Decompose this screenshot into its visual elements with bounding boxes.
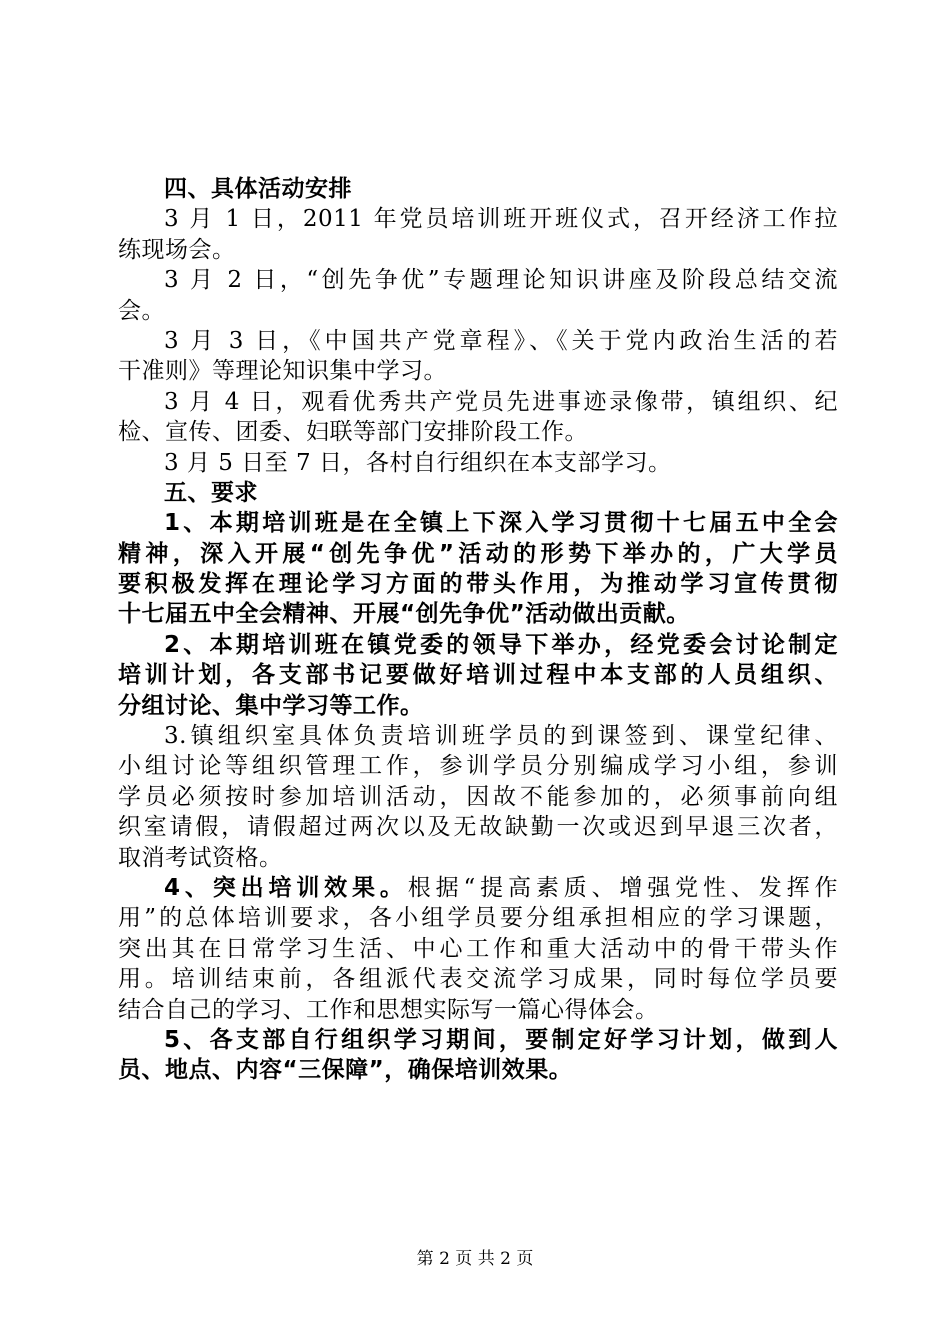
- paragraph-line: 突出其在日常学习生活、中心工作和重大活动中的骨干带头作: [118, 935, 838, 962]
- paragraph-line: 3 月 2 日，“创先争优”专题理论知识讲座及阶段总结交流: [164, 267, 838, 294]
- paragraph-line: 织室请假，请假超过两次以及无故缺勤一次或迟到早退三次者，: [118, 814, 838, 841]
- paragraph-line: 取消考试资格。: [118, 844, 283, 871]
- paragraph-line: 2、本期培训班在镇党委的领导下举办，经党委会讨论制定: [164, 631, 838, 658]
- paragraph-line: [118, 873, 838, 903]
- paragraph-line: 用。培训结束前，各组派代表交流学习成果，同时每位学员要: [118, 966, 838, 993]
- bold-lead-text: 4、突出培训效果。: [164, 874, 408, 901]
- paragraph-line: 3.镇组织室具体负责培训班学员的到课签到、课堂纪律、: [164, 723, 838, 750]
- paragraph-line: 干准则》等理论知识集中学习。: [118, 358, 447, 385]
- paragraph-line: 练现场会。: [118, 236, 236, 263]
- paragraph-line: 3 月 3 日，《中国共产党章程》、《关于党内政治生活的若: [164, 327, 838, 354]
- paragraph-line: 员、地点、内容“三保障”，确保培训效果。: [118, 1057, 573, 1084]
- paragraph-line: 1、本期培训班是在全镇上下深入学习贯彻十七届五中全会: [164, 510, 838, 537]
- paragraph-line: 检、宣传、团委、妇联等部门安排阶段工作。: [118, 419, 588, 446]
- paragraph-line: 精神，深入开展“创先争优”活动的形势下举办的，广大学员: [118, 540, 838, 567]
- paragraph-line: 培训计划，各支部书记要做好培训过程中本支部的人员组织、: [118, 662, 838, 689]
- paragraph-line: 分组讨论、集中学习等工作。: [118, 692, 424, 719]
- section-heading: 四、具体活动安排: [164, 176, 352, 202]
- paragraph-line: 小组讨论等组织管理工作，参训学员分别编成学习小组，参训: [118, 753, 838, 780]
- paragraph-line: 3 月 4 日，观看优秀共产党员先进事迹录像带，镇组织、纪: [164, 388, 838, 415]
- paragraph-line: 学员必须按时参加培训活动，因故不能参加的，必须事前向组: [118, 783, 838, 810]
- paragraph-line: 结合自己的学习、工作和思想实际写一篇心得体会。: [118, 996, 659, 1023]
- section-heading: 五、要求: [164, 479, 258, 506]
- paragraph-line: 3 月 5 日至 7 日，各村自行组织在本支部学习。: [164, 449, 672, 476]
- normal-text: 根据“提高素质、增强党性、发挥作: [407, 874, 838, 901]
- document-body: [118, 174, 838, 1086]
- paragraph-line: 会。: [118, 297, 165, 324]
- page-footer: 第 2 页 共 2 页: [416, 1249, 534, 1269]
- paragraph-line: 3 月 1 日，2011 年党员培训班开班仪式，召开经济工作拉: [164, 206, 838, 233]
- paragraph-line: 十七届五中全会精神、开展“创先争优”活动做出贡献。: [118, 601, 690, 628]
- paragraph-line: 要积极发挥在理论学习方面的带头作用，为推动学习宣传贯彻: [118, 571, 838, 598]
- paragraph-line: 5、各支部自行组织学习期间，要制定好学习计划，做到人: [164, 1026, 838, 1053]
- paragraph-line: 用”的总体培训要求，各小组学员要分组承担相应的学习课题，: [118, 905, 838, 932]
